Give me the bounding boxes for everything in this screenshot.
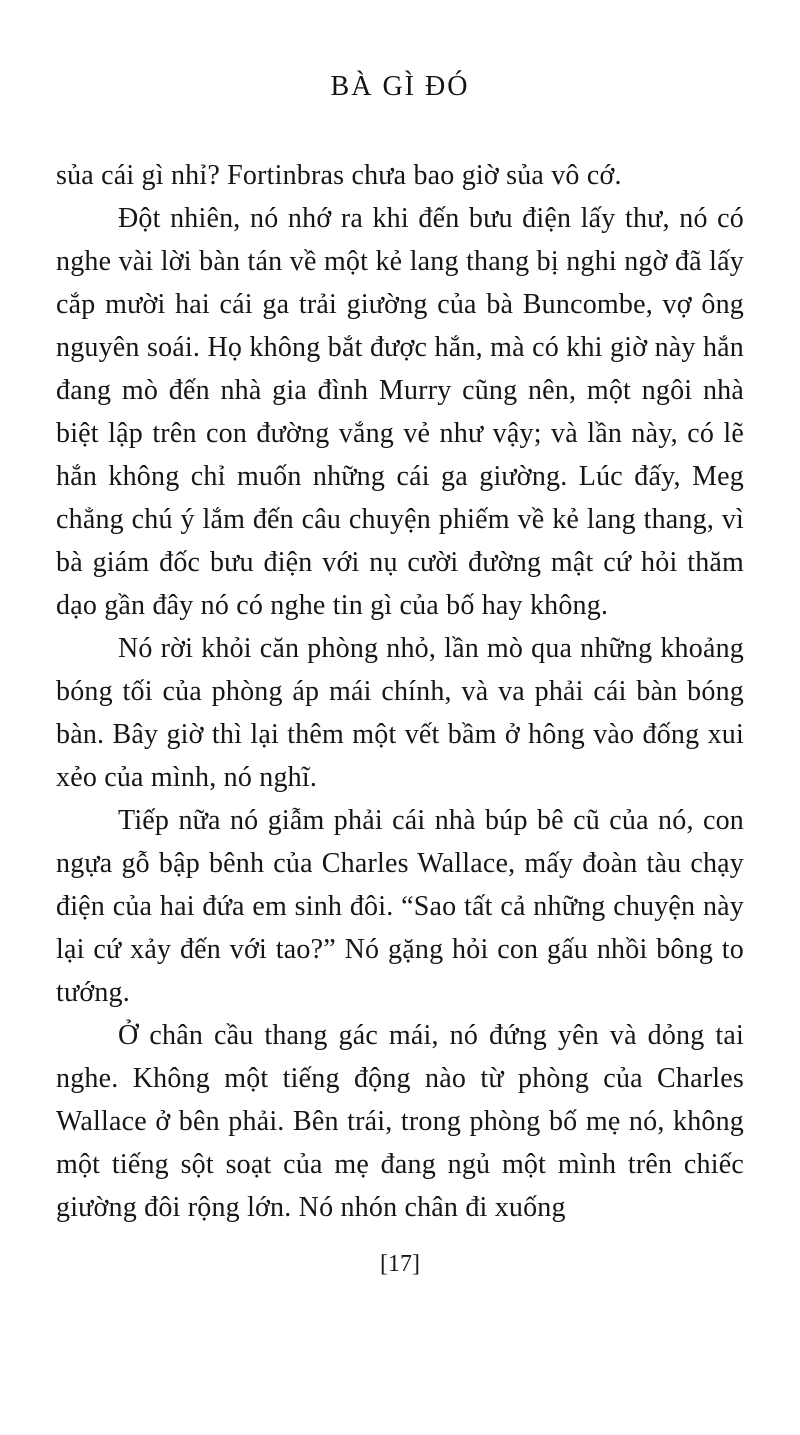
body-text [56, 154, 744, 1229]
paragraph: Đột nhiên, nó nhớ ra khi đến bưu điện lấy thư, nó có nghe vài lời bàn tán về một kẻ lang thang bị nghi ngờ đã lấy cắp mười hai cái ga trải giường của bà Buncombe, vợ ông nguyên soái. Họ không bắt được hắn, mà có khi giờ này hắn đang mò đến nhà gia đình Murry cũng nên, một ngôi nhà biệt lập trên con đường vắng vẻ như vậy; và lần này, có lẽ hắn không chỉ muốn những cái ga giường. Lúc đấy, Meg chẳng chú ý lắm đến câu chuyện phiếm về kẻ lang thang, vì bà giám đốc bưu điện với nụ cười đường mật cứ hỏi thăm dạo gần đây nó có nghe tin gì của bố hay không. [56, 203, 744, 621]
paragraph-continuation: sủa cái gì nhỉ? Fortinbras chưa bao giờ sủa vô cớ. [56, 160, 622, 191]
paragraph: Nó rời khỏi căn phòng nhỏ, lần mò qua những khoảng bóng tối của phòng áp mái chính, và va phải cái bàn bóng bàn. Bây giờ thì lại thêm một vết bầm ở hông vào đống xui xẻo của mình, nó nghĩ. [56, 633, 744, 793]
paragraph: Ở chân cầu thang gác mái, nó đứng yên và dỏng tai nghe. Không một tiếng động nào từ phòng của Charles Wallace ở bên phải. Bên trái, trong phòng bố mẹ nó, không một tiếng sột soạt của mẹ đang ngủ một mình trên chiếc giường đôi rộng lớn. Nó nhón chân đi xuống [56, 1020, 744, 1223]
paragraph: Tiếp nữa nó giẫm phải cái nhà búp bê cũ của nó, con ngựa gỗ bập bênh của Charles Wallace, mấy đoàn tàu chạy điện của hai đứa em sinh đôi. “Sao tất cả những chuyện này lại cứ xảy đến với tao?” Nó gặng hỏi con gấu nhồi bông to tướng. [56, 805, 744, 1008]
chapter-title: BÀ GÌ ĐÓ [330, 71, 470, 102]
page-number: [17] [380, 1251, 420, 1277]
